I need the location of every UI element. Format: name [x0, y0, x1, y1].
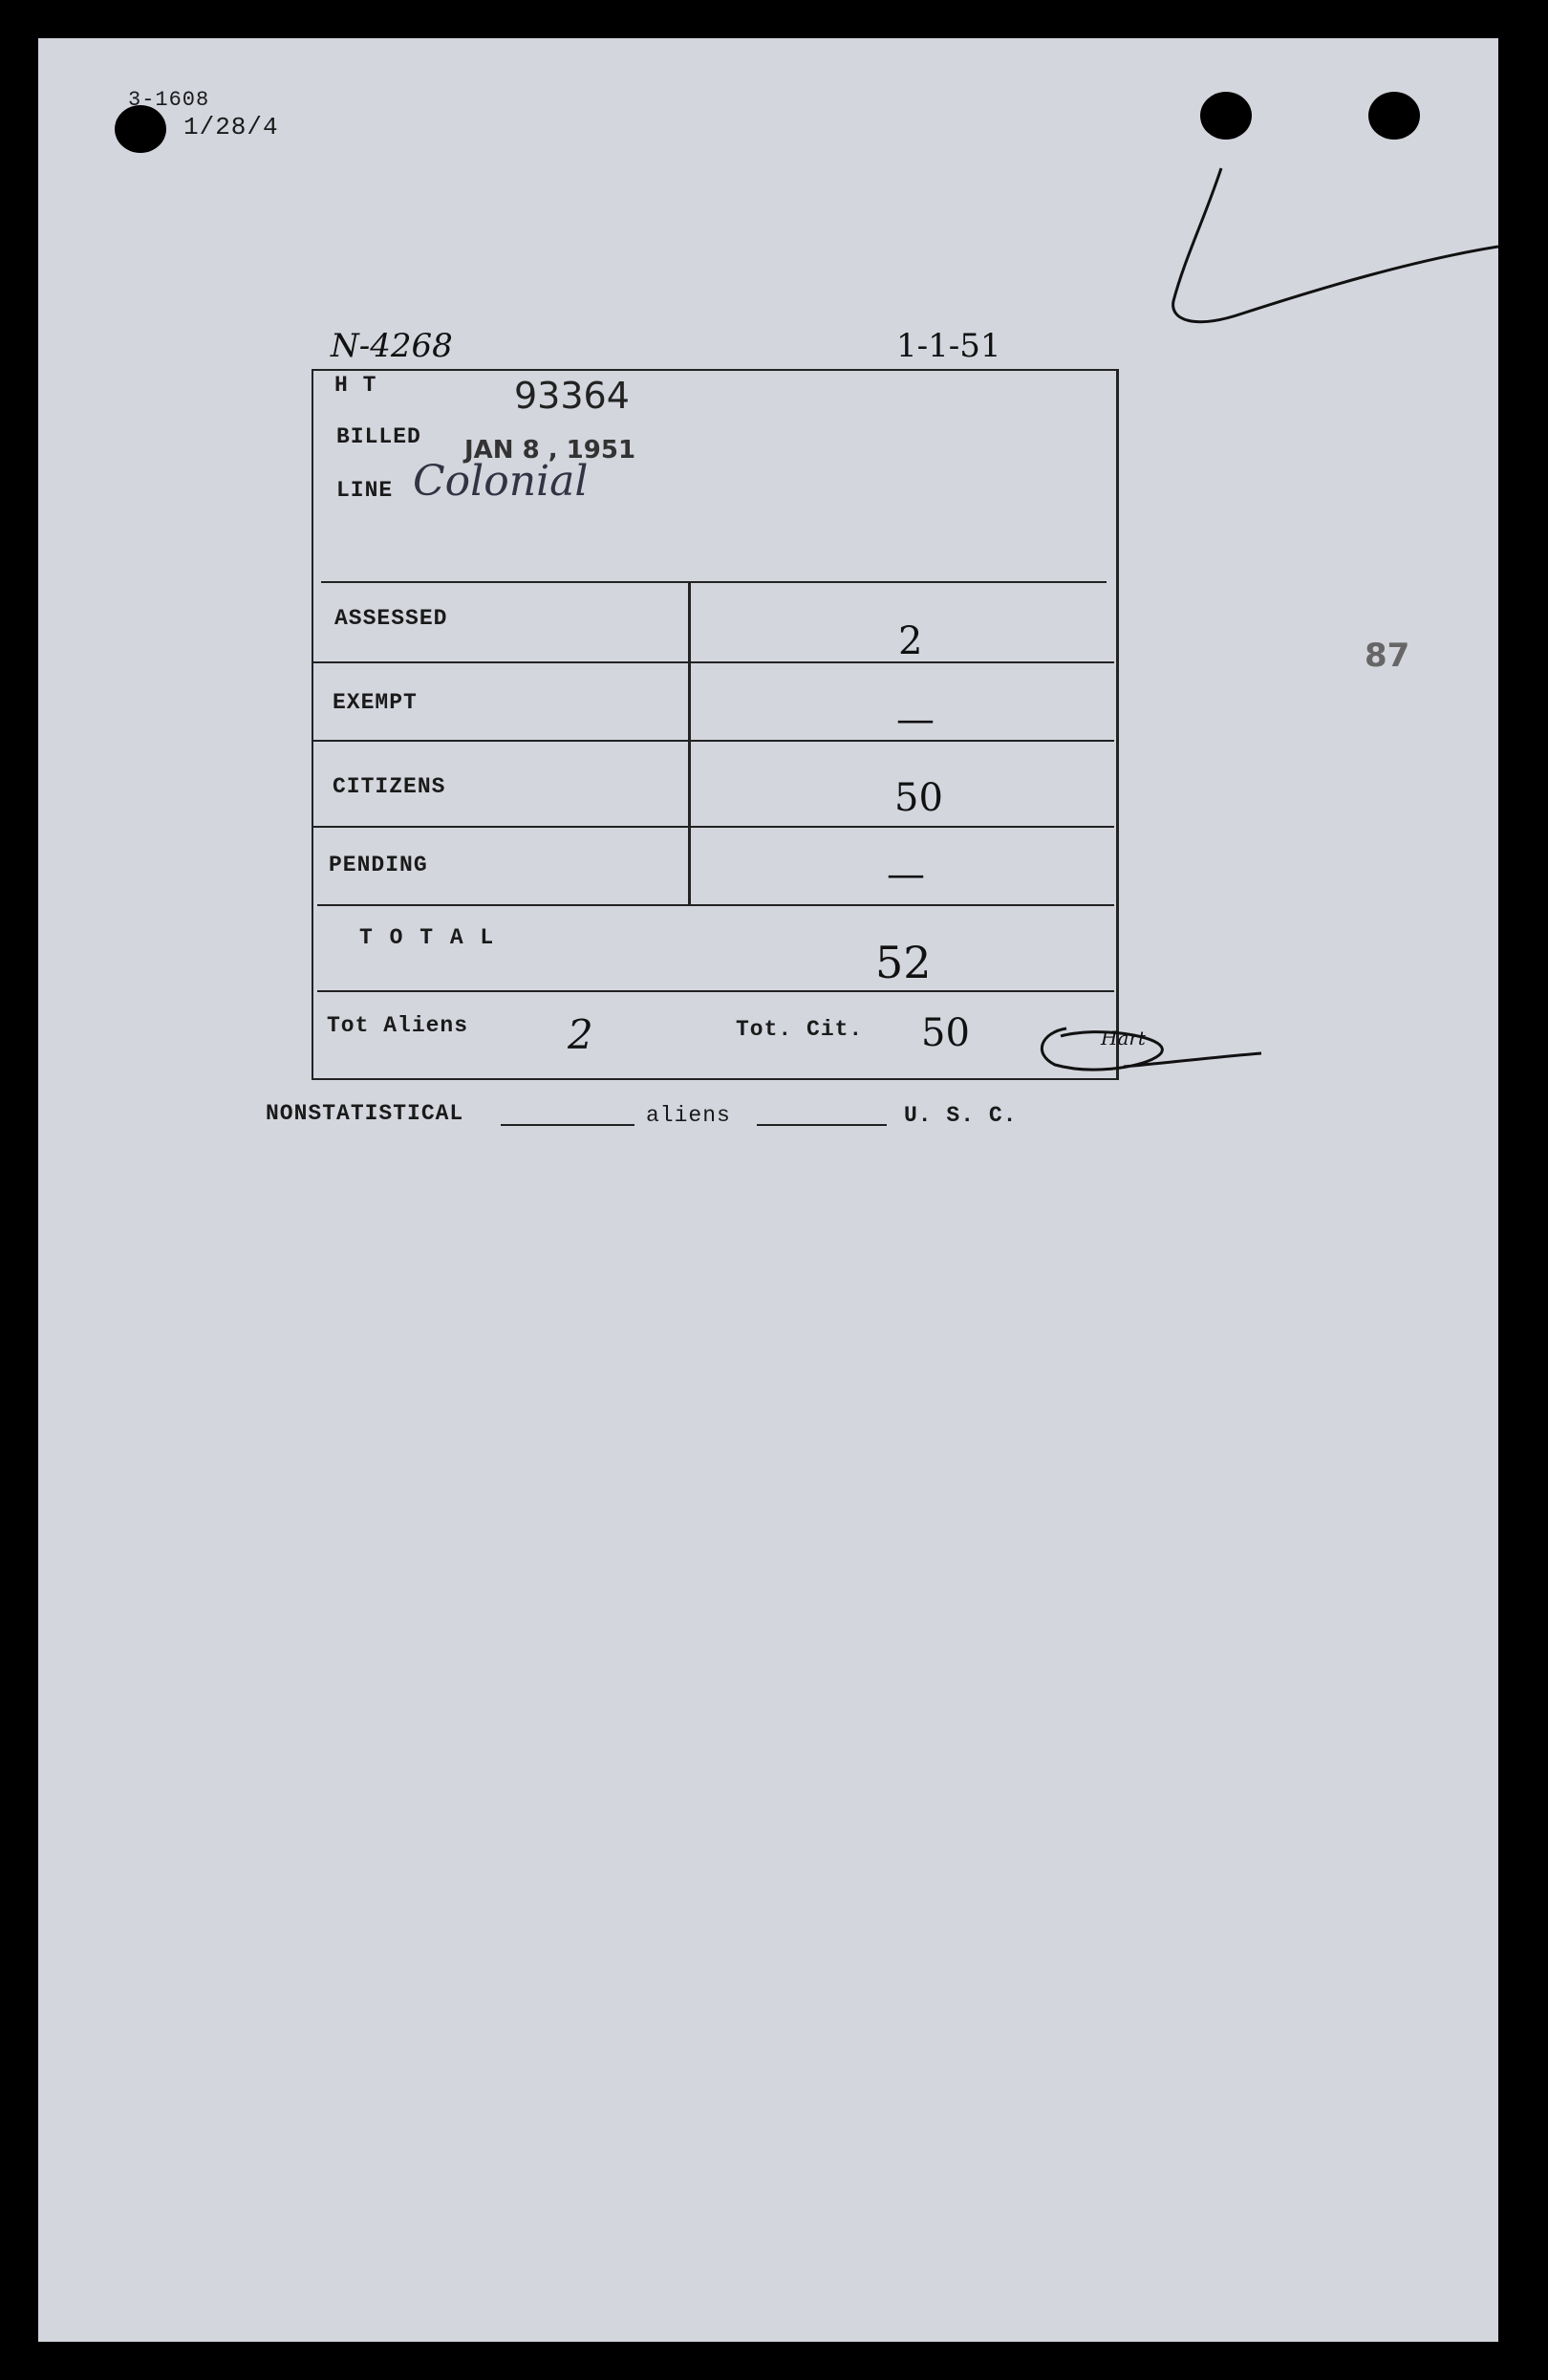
punch-hole-middle [1200, 92, 1252, 140]
case-number: N-4268 [331, 327, 453, 365]
total-value: 52 [875, 937, 932, 988]
punch-hole-left [115, 105, 166, 153]
usc-label: U. S. C. [904, 1103, 1018, 1128]
row-label-citizens: CITIZENS [333, 774, 446, 799]
punch-hole-right [1368, 92, 1420, 140]
form-ref-line2: 1/28/4 [183, 113, 279, 141]
tot-cit-label: Tot. Cit. [736, 1017, 864, 1042]
row-label-exempt: EXEMPT [333, 690, 418, 715]
line-value: Colonial [413, 457, 589, 506]
total-label: T O T A L [359, 925, 496, 950]
nonstatistical-blank [501, 1124, 634, 1126]
tot-aliens-label: Tot Aliens [327, 1013, 469, 1038]
rule-assessed [312, 661, 1114, 663]
aliens-blank [757, 1124, 887, 1126]
initials-oval [1032, 1021, 1261, 1082]
form-ref-line1: 3-1608 [128, 88, 210, 112]
row-value-exempt: — [896, 698, 935, 742]
billed-stamp: JAN 8 , 1951 [464, 436, 636, 465]
rule-exempt [312, 740, 1114, 742]
form-date: 1-1-51 [896, 327, 1001, 365]
billed-label: BILLED [336, 424, 421, 449]
initials: Hart [1101, 1027, 1146, 1049]
rule-total [317, 990, 1114, 992]
row-label-pending: PENDING [329, 853, 428, 877]
rule-pending [317, 904, 1114, 906]
line-label: LINE [336, 478, 394, 503]
aliens-label: aliens [646, 1103, 731, 1128]
margin-number: 87 [1365, 637, 1410, 675]
column-divider [688, 583, 691, 904]
nonstatistical-label: NONSTATISTICAL [266, 1101, 464, 1126]
rule-citizens [312, 826, 1114, 828]
ht-label: H T [334, 373, 377, 398]
row-value-citizens: 50 [894, 776, 943, 820]
row-value-pending: — [887, 853, 925, 897]
rule-header-bottom [321, 581, 1107, 583]
row-value-assessed: 2 [898, 619, 923, 663]
document-page [38, 38, 1498, 2342]
tot-cit-value: 50 [921, 1011, 970, 1055]
row-label-assessed: ASSESSED [334, 606, 448, 631]
pencil-mark [1166, 134, 1498, 363]
ht-value: 93364 [514, 375, 630, 417]
tot-aliens-value: 2 [568, 1011, 593, 1058]
